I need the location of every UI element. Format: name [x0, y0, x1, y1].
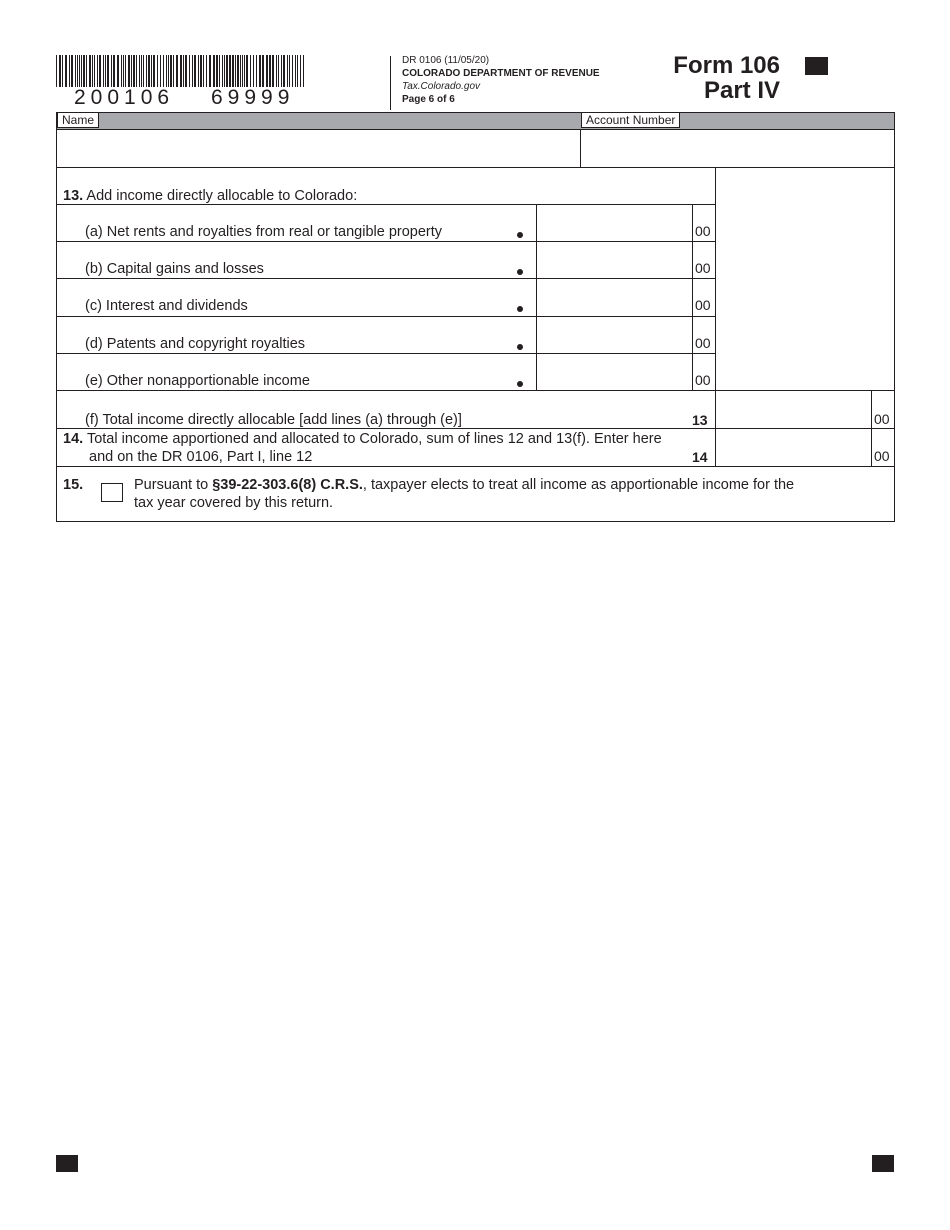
line13-item-cents: 00: [695, 223, 711, 239]
line14-number: 14: [692, 449, 708, 465]
line13-item-label: (a) Net rents and royalties from real or tangible property: [85, 224, 443, 240]
barcode-bar: [121, 55, 122, 87]
row-divider: [56, 316, 716, 317]
registration-mark-bottom-left: [56, 1155, 78, 1172]
barcode-bar: [232, 55, 234, 87]
barcode-bar: [289, 55, 290, 87]
identity-row-bottom: [56, 167, 895, 168]
barcode-bar: [103, 55, 104, 87]
barcode-bar: [77, 55, 78, 87]
barcode-bar: [250, 55, 251, 87]
line13-item-cents: 00: [695, 334, 711, 351]
barcode-bar: [242, 55, 243, 87]
line14-top: [56, 428, 895, 429]
bullet-icon: [517, 381, 523, 387]
barcode-bar: [65, 55, 67, 87]
barcode-bar: [139, 55, 140, 87]
barcode-bar: [153, 55, 155, 87]
barcode-bar: [224, 55, 225, 87]
barcode-bar: [276, 55, 277, 87]
barcode-bar: [235, 55, 236, 87]
line13-item-label: (c) Interest and dividends: [85, 298, 248, 315]
line13-item-amount-input[interactable]: [539, 207, 689, 238]
barcode-bar: [163, 55, 164, 87]
barcode-bar: [170, 55, 172, 87]
barcode-bar: [59, 55, 61, 87]
barcode-bar: [262, 55, 264, 87]
barcode-bar: [259, 55, 261, 87]
line13-heading: 13. Add income directly allocable to Colorado:: [63, 188, 358, 204]
line13f-cents: 00: [874, 411, 890, 427]
line13-item-amount-input[interactable]: [539, 281, 689, 312]
name-label: Name: [57, 112, 99, 128]
barcode-bar: [278, 55, 279, 87]
barcode-bar: [166, 55, 167, 87]
department-name: COLORADO DEPARTMENT OF REVENUE: [402, 68, 600, 79]
barcode-bar: [216, 55, 218, 87]
barcode-bar: [107, 55, 109, 87]
line15-text: Pursuant to §39-22-303.6(8) C.R.S., taxpayer elects to treat all income as apportionable income for the: [134, 477, 795, 493]
frame-top: [56, 112, 895, 113]
line14-text: 14. Total income apportioned and allocated to Colorado, sum of lines 12 and 13(f). Enter here: [63, 431, 662, 447]
barcode-bar: [146, 55, 147, 87]
barcode-bar: [105, 55, 106, 87]
line15-number: 15.: [63, 477, 84, 493]
barcode-bar: [56, 55, 57, 87]
barcode-bar: [203, 55, 204, 87]
barcode-bar: [256, 55, 257, 87]
line13-item-cents: 00: [695, 297, 711, 314]
form-title: Form 106: [673, 52, 780, 79]
barcode-bar: [81, 55, 82, 87]
barcode-bar: [131, 55, 132, 87]
barcode-bar: [209, 55, 211, 87]
barcode-bar: [143, 55, 144, 87]
barcode-bar: [89, 55, 91, 87]
barcode-bar: [148, 55, 150, 87]
bullet-icon: [517, 306, 523, 312]
account-number-input[interactable]: [585, 132, 890, 164]
line13f-label: (f) Total income directly allocable [add lines (a) through (e)]: [85, 412, 462, 428]
barcode-bar: [157, 55, 158, 87]
barcode-bar: [283, 55, 285, 87]
barcode-bar: [83, 55, 85, 87]
barcode-bar: [185, 55, 187, 87]
barcode-number-right: 69999: [211, 86, 295, 109]
account-number-label: Account Number: [581, 112, 680, 128]
barcode-bar: [128, 55, 130, 87]
barcode-bar: [272, 55, 274, 87]
line13-item-cents: 00: [695, 260, 711, 277]
barcode-bar: [292, 55, 293, 87]
barcode-bar: [269, 55, 271, 87]
barcode-bar: [246, 55, 248, 87]
line14-amount-input[interactable]: [718, 431, 868, 463]
barcode-bar: [86, 55, 87, 87]
barcode-bar: [180, 55, 182, 87]
barcode-bar: [266, 55, 268, 87]
barcode-bar: [125, 55, 126, 87]
line13-item-label: (e) Other nonapportionable income: [85, 372, 310, 389]
registration-mark-top: [805, 57, 828, 75]
frame-bottom: [56, 521, 895, 522]
barcode-bar: [75, 55, 76, 87]
website: Tax.Colorado.gov: [402, 81, 481, 92]
bullet-icon: [517, 344, 523, 350]
barcode-bar: [176, 55, 178, 87]
line13-item-amount-input[interactable]: [539, 356, 689, 387]
header-divider: [390, 56, 391, 110]
barcode-bar: [295, 55, 296, 87]
form-code: DR 0106 (11/05/20): [402, 55, 490, 66]
barcode-bar: [94, 55, 95, 87]
barcode: [56, 55, 308, 87]
frame-right: [894, 112, 895, 522]
barcode-bar: [168, 55, 169, 87]
items-amount-left: [536, 204, 537, 390]
barcode-bar: [213, 55, 215, 87]
barcode-bar: [303, 55, 304, 87]
barcode-bar: [99, 55, 101, 87]
barcode-bar: [281, 55, 282, 87]
barcode-bar: [240, 55, 241, 87]
identity-header-bar: [56, 112, 894, 129]
barcode-bar: [226, 55, 228, 87]
line15-top: [56, 466, 895, 467]
line15-election-checkbox[interactable]: [101, 483, 123, 502]
barcode-bar: [111, 55, 112, 87]
line14-text-cont: and on the DR 0106, Part I, line 12: [89, 449, 313, 465]
line13-item-label: (b) Capital gains and losses: [85, 261, 264, 278]
barcode-bar: [222, 55, 223, 87]
barcode-bar: [117, 55, 119, 87]
page-indicator: Page 6 of 6: [402, 94, 455, 105]
barcode-bar: [62, 55, 63, 87]
barcode-bar: [297, 55, 298, 87]
registration-mark-bottom-right: [872, 1155, 894, 1172]
barcode-bar: [97, 55, 98, 87]
line13f-top: [56, 390, 895, 391]
bullet-icon: [517, 269, 523, 275]
name-input[interactable]: [60, 132, 575, 164]
line13-item-cents: 00: [695, 371, 711, 388]
barcode-bar: [183, 55, 184, 87]
line13-item-amount-input[interactable]: [539, 244, 689, 275]
barcode-bar: [136, 55, 137, 87]
barcode-bar: [206, 55, 207, 87]
barcode-bar: [79, 55, 80, 87]
barcode-bar: [141, 55, 142, 87]
line13-item-label: (d) Patents and copyright royalties: [85, 335, 306, 352]
barcode-bar: [200, 55, 202, 87]
line14-cents: 00: [874, 448, 890, 464]
identity-divider: [580, 129, 581, 167]
line13-item-amount-input[interactable]: [539, 319, 689, 350]
barcode-bar: [219, 55, 220, 87]
line15-text-cont: tax year covered by this return.: [134, 495, 334, 511]
row-divider: [56, 278, 716, 279]
barcode-bar: [69, 55, 70, 87]
barcode-bar: [133, 55, 135, 87]
frame-left: [56, 112, 57, 522]
line13f-number: 13: [692, 412, 708, 428]
line13f-amount-input[interactable]: [718, 394, 868, 426]
barcode-bar: [123, 55, 124, 87]
bullet-icon: [517, 232, 523, 238]
barcode-bar: [192, 55, 193, 87]
identity-bar-bottom: [56, 129, 895, 130]
barcode-bar: [229, 55, 231, 87]
barcode-bar: [173, 55, 174, 87]
barcode-bar: [71, 55, 73, 87]
barcode-bar: [198, 55, 199, 87]
barcode-bar: [189, 55, 190, 87]
row-divider: [56, 241, 716, 242]
barcode-bar: [300, 55, 301, 87]
barcode-bar: [237, 55, 239, 87]
barcode-number-left: 200106: [74, 86, 175, 109]
barcode-bar: [244, 55, 245, 87]
row-divider: [56, 353, 716, 354]
barcode-bar: [160, 55, 161, 87]
barcode-bar: [113, 55, 115, 87]
items-cents-left: [692, 204, 693, 390]
barcode-bar: [287, 55, 288, 87]
barcode-bar: [151, 55, 152, 87]
barcode-bar: [194, 55, 196, 87]
part-title: Part IV: [703, 77, 780, 104]
barcode-bar: [253, 55, 254, 87]
barcode-bar: [92, 55, 93, 87]
